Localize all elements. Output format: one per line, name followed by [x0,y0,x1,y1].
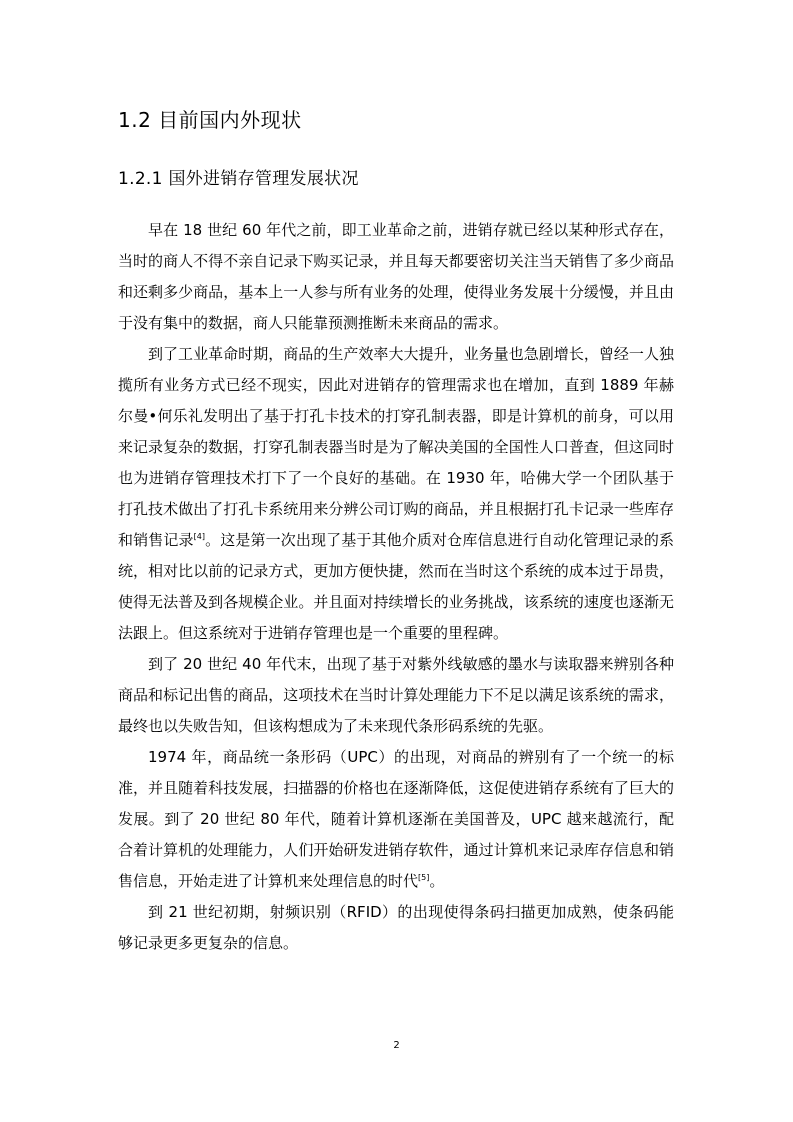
paragraph [118,742,674,897]
subsection-heading: 1.2.1 国外进销存管理发展状况 [118,169,359,189]
paragraph: 到 21 世纪初期，射频识别（RFID）的出现使得条码扫描更加成熟，使条码能够记录更多更复杂的信息。 [118,903,674,952]
section-heading: 1.2 目前国内外现状 [118,108,302,132]
body-text [118,215,674,959]
paragraph-text: 。这是第一次出现了基于其他介质对仓库信息进行自动化管理记录的系统，相对比以前的记录方式，更加方便快捷，然而在当时这个系统的成本过于昂贵，使得无法普及到各规模企业。并且面对持续增长的业务挑战，该系统的速度也逐渐无法跟上。但这系统对于进销存管理也是一个重要的里程碑。 [118,531,674,642]
paragraph-text: 到了工业革命时期，商品的生产效率大大提升，业务量也急剧增长，曾经一人独揽所有业务方式已经不现实，因此对进销存的管理需求也在增加，直到 1889 年赫尔曼•何乐礼发明出了基于打孔卡技术的打穿孔制表器，即是计算机的前身，可以用来记录复杂的数据，打穿孔制表器当时是为了解决美国的全国性人口普查，但这同时也为进销存管理技术打下了一个良好的基础。在 1930 年，哈佛大学一个团队基于打孔技术做出了打孔卡系统用来分辨公司订购的商品，并且根据打孔卡记录一些库存和销售记录 [118,345,674,549]
paragraph [118,339,674,649]
page-number: 2 [393,1040,400,1051]
paragraph-text: 1974 年，商品统一条形码（UPC）的出现，对商品的辨别有了一个统一的标准，并且随着科技发展，扫描器的价格也在逐渐降低，这促使进销存系统有了巨大的发展。到了 20 世纪 80 年代，随着计算机逐渐在美国普及，UPC 越来越流行，配合着计算机的处理能力，人们开始研发进销存软件，通过计算机来记录库存信息和销售信息，开始走进了计算机来处理信息的时代 [118,748,674,890]
paragraph-text: 。 [429,872,445,890]
citation-marker: [5] [418,873,430,882]
citation-marker: [4] [193,532,205,541]
paragraph: 到了 20 世纪 40 年代末，出现了基于对紫外线敏感的墨水与读取器来辨别各种商品和标记出售的商品，这项技术在当时计算处理能力下不足以满足该系统的需求，最终也以失败告知，但该构想成为了未来现代条形码系统的先驱。 [118,655,674,735]
paragraph: 早在 18 世纪 60 年代之前，即工业革命之前，进销存就已经以某种形式存在，当时的商人不得不亲自记录下购买记录，并且每天都要密切关注当天销售了多少商品和还剩多少商品，基本上一人参与所有业务的处理，使得业务发展十分缓慢，并且由于没有集中的数据，商人只能靠预测推断未来商品的需求。 [118,221,674,332]
